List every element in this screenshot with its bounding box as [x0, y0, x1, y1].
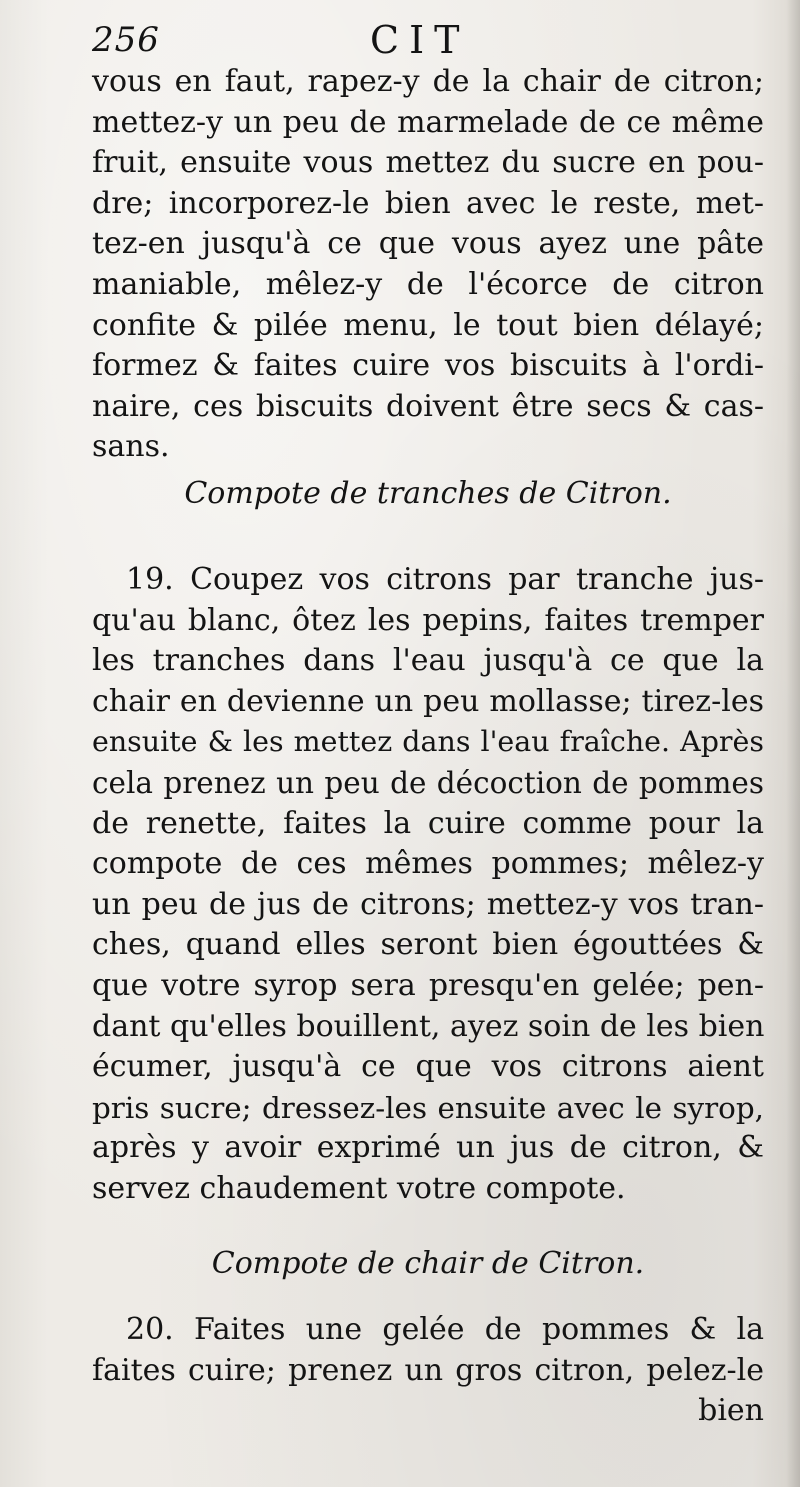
text-line: tez-en jusqu'à ce que vous ayez une pâte: [92, 226, 764, 262]
section-heading-chair: Compote de chair de Citron.: [211, 1246, 645, 1281]
text-line: de renette, faites la cuire comme pour la: [92, 805, 764, 841]
text-line: mettez-y un peu de marmelade de ce même: [92, 104, 764, 140]
text-line: 20. Faites une gelée de pommes & la: [126, 1312, 764, 1347]
text-line: pris sucre; dressez-les ensuite avec le syrop,: [92, 1090, 764, 1125]
text-line: chair en devienne un peu mollasse; tirez-les: [92, 683, 764, 719]
text-line: faites cuire; prenez un gros citron, pelez-le: [92, 1352, 764, 1388]
text-line: compote de ces mêmes pommes; mêlez-y: [92, 846, 764, 882]
text-line: formez & faites cuire vos biscuits à l'ordi-: [92, 348, 764, 384]
text-line: que votre syrop sera presqu'en gelée; pen-: [92, 967, 764, 1003]
text-line: servez chaudement votre compote.: [92, 1170, 626, 1206]
running-head: CIT: [370, 18, 470, 62]
paragraph-continued: [92, 62, 764, 468]
text-line: un peu de jus de citrons; mettez-y vos tran-: [92, 886, 764, 922]
text-line: les tranches dans l'eau jusqu'à ce que la: [92, 643, 764, 679]
text-line: dant qu'elles bouillent, ayez soin de les bien: [92, 1008, 765, 1044]
text-line: cela prenez un peu de décoction de pommes: [92, 765, 764, 800]
text-line: naire, ces biscuits doivent être secs & cas-: [92, 388, 764, 424]
text-line: après y avoir exprimé un jus de citron, &: [92, 1130, 764, 1166]
paragraph-19: [92, 560, 764, 1210]
text-line: ensuite & les mettez dans l'eau fraîche. Après: [92, 725, 764, 759]
text-line: confite & pilée menu, le tout bien délayé;: [92, 307, 764, 343]
section-heading-tranches: Compote de tranches de Citron.: [184, 476, 672, 511]
page-edge-shadow: [786, 0, 800, 1487]
paragraph-20: [92, 1310, 764, 1432]
text-line: sans.: [92, 429, 170, 465]
text-line: qu'au blanc, ôtez les pepins, faites tremper: [92, 602, 764, 638]
catchword: bien: [698, 1393, 764, 1429]
text-line: vous en faut, rapez-y de la chair de citron;: [92, 64, 764, 99]
text-line: dre; incorporez-le bien avec le reste, met-: [92, 185, 764, 221]
text-line: fruit, ensuite vous mettez du sucre en pou-: [92, 145, 764, 181]
text-line: ches, quand elles seront bien égouttées &: [92, 927, 764, 963]
text-line: 19. Coupez vos citrons par tranche jus-: [126, 562, 764, 597]
text-line: écumer, jusqu'à ce que vos citrons aient: [92, 1049, 764, 1085]
page-number: 256: [92, 20, 160, 60]
text-line: maniable, mêlez-y de l'écorce de citron: [92, 266, 764, 302]
